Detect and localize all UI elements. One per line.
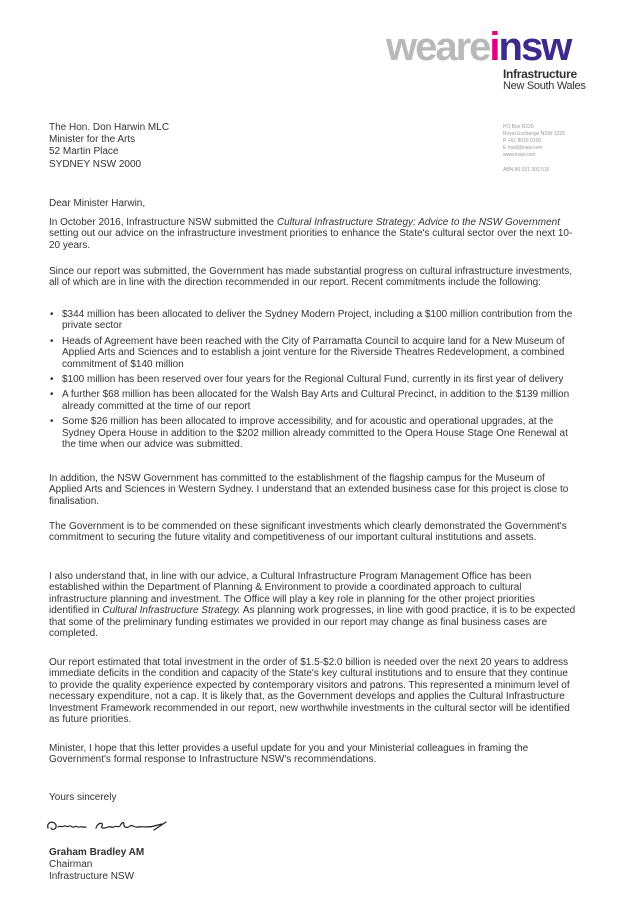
contact-abn: ABN 85 031 302 516: [503, 167, 550, 173]
address-line: SYDNEY NSW 2000: [49, 158, 142, 170]
recipient-address: [49, 122, 169, 171]
signatory-title: Chairman: [49, 859, 93, 870]
closing: Yours sincerely: [49, 792, 117, 803]
address-line: 52 Martin Place: [49, 146, 119, 158]
logo-subtitle-1: Infrastructure: [503, 67, 577, 81]
paragraph-2: Since our report was submitted, the Government has made substantial progress on cultural infrastructure investments, all of which are in line with the direction recommended in our report. Recent commitments include the following:: [49, 266, 573, 289]
paragraph-7: Minister, I hope that this letter provides a useful update for you and your Ministerial colleagues in framing the Government's formal response to Infrastructure NSW's recommendations.: [49, 743, 529, 766]
signatory-block: [49, 847, 144, 883]
logo-subtitle-2: New South Wales: [503, 80, 586, 92]
list-item: • Heads of Agreement have been reached with the City of Parramatta Council to acquire land for a New Museum of Applied Arts and Sciences and to establish a joint venture for the Riverside Theatres Redevelopment, a combined commitment of $140 million: [49, 336, 577, 370]
paragraph-6: Our report estimated that total investment in the order of $1.5-$2.0 billion is needed over the next 20 years to address immediate deficits in the condition and capacity of the State's key cultural institutions and to ensure that they continue to provide the quality experience expected by contemporary visitors and patrons. This represented a minimum level of necessary expenditure, not a cap. It is likely that, as the Government develops and applies the Cultural Infrastructure Investment Framework recommended in our report, new worthwhile investments in the cultural sector will be identified as future priorities.: [49, 657, 570, 726]
list-item: • $344 million has been allocated to deliver the Sydney Modern Project, including a $100 million contribution from the private sector: [49, 309, 577, 332]
list-item: • $100 million has been reserved over four years for the Regional Cultural Fund, currently in its first year of delivery: [49, 374, 577, 385]
contact-po-box: PO Box R220: [503, 124, 534, 130]
signature: [44, 816, 174, 838]
signatory-name: Graham Bradley AM: [49, 847, 145, 858]
salutation: Dear Minister Harwin,: [49, 198, 146, 209]
paragraph-4: The Government is to be commended on these significant investments which clearly demonstrated the Government's commitment to securing the future vitality and competitiveness of our important cultural institutions and assets.: [49, 521, 567, 544]
list-item: • Some $26 million has been allocated to improve accessibility, and for acoustic and operational upgrades, at the Sydney Opera House in addition to the $202 million already committed to the Opera House Stage One Renewal at the time when our advice was submitted.: [49, 416, 577, 450]
contact-web: www.insw.com: [503, 152, 536, 158]
paragraph-3: In addition, the NSW Government has committed to the establishment of the flagship campus for the Museum of Applied Arts and Sciences in Western Sydney. I understand that an extended business case for this project is close to finalisation.: [49, 473, 569, 507]
logo-wordmark: weareinsw: [386, 25, 571, 69]
commitments-list: [49, 309, 577, 454]
contact-phone: P +61 8016 0100: [503, 138, 542, 144]
contact-email: E mail@insw.com: [503, 145, 543, 151]
signatory-org: Infrastructure NSW: [49, 871, 135, 882]
list-item: • A further $68 million has been allocated for the Walsh Bay Arts and Cultural Precinct, in addition to the $139 million already committed at the time of our report: [49, 389, 577, 412]
paragraph-1: In October 2016, Infrastructure NSW submitted the Cultural Infrastructure Strategy: Advice to the NSW Government setting out our advice on the infrastructure investment priorities to enhance the State's cultural sector over the next 10-20 years.: [49, 217, 573, 251]
contact-block: [503, 124, 565, 174]
address-line: The Hon. Don Harwin MLC: [49, 122, 170, 133]
insw-logo: [386, 24, 606, 104]
contact-exchange: Royal Exchange NSW 1225: [503, 131, 565, 137]
address-line: Minister for the Arts: [49, 134, 136, 146]
paragraph-5: I also understand that, in line with our advice, a Cultural Infrastructure Program Management Office has been established within the Department of Planning & Environment to provide a coordinated approach to cultural infrastructure planning and investment. The Office will play a key role in planning for the other project priorities identified in Cultural Infrastructure Strategy. As planning work progresses, in line with good practice, it is to be expected that some of the preliminary funding estimates we provided in our report may change as final business cases are completed.: [49, 571, 576, 640]
